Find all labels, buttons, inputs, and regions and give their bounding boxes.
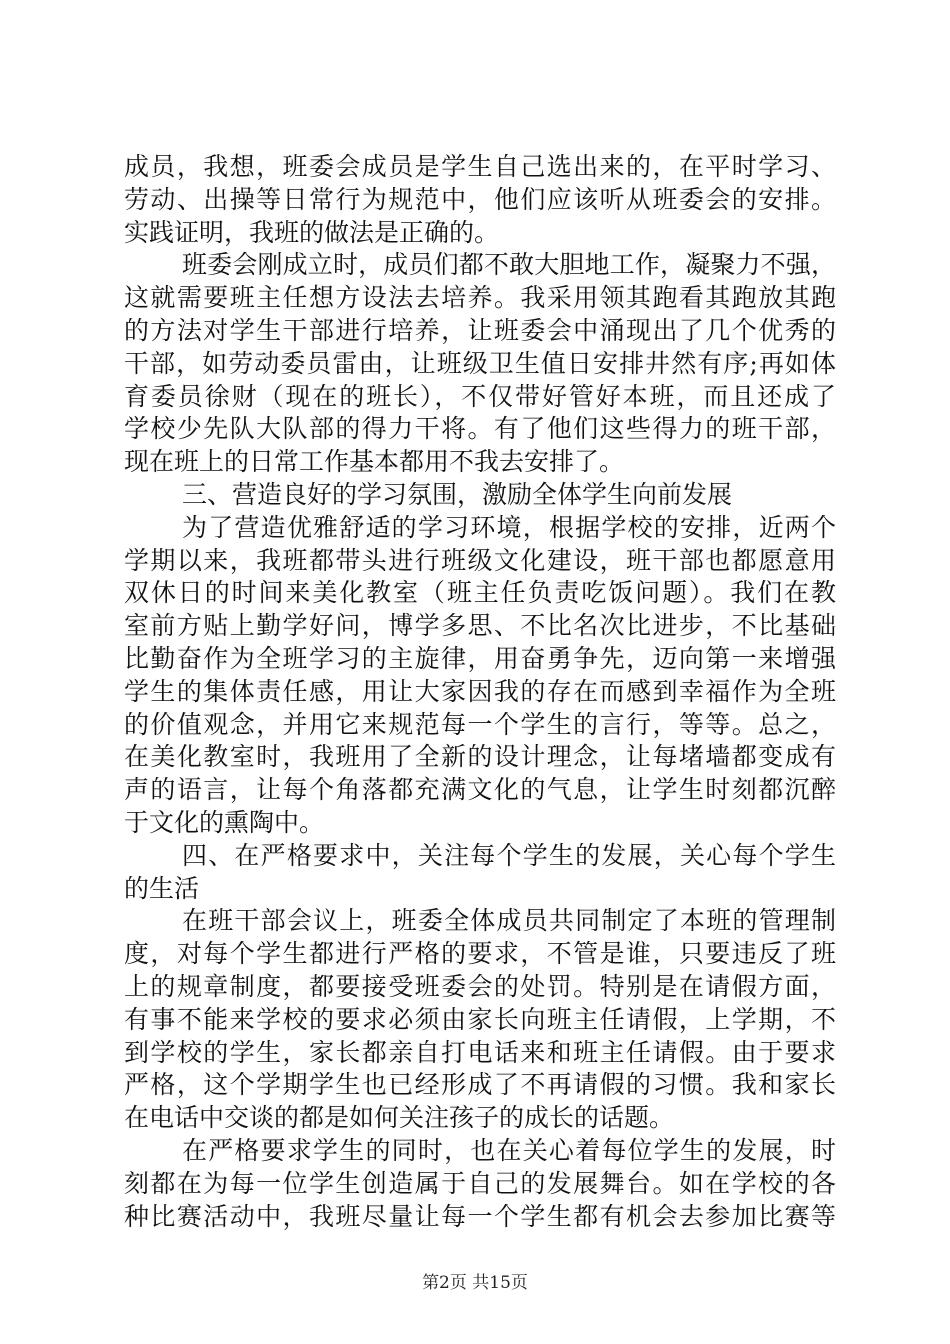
text-line: 学期以来，我班都带头进行班级文化建设，班干部也都愿意用: [124, 545, 836, 575]
text-line: 干部，如劳动委员雷由，让班级卫生值日安排井然有序;再如体: [124, 348, 836, 378]
text-line: 现在班上的日常工作基本都用不我去安排了。: [124, 447, 625, 477]
text-line: 在美化教室时，我班用了全新的设计理念，让每堵墙都变成有: [124, 742, 836, 772]
text-line: 在严格要求学生的同时，也在关心着每位学生的发展，时: [182, 1135, 836, 1165]
text-line: 比勤奋作为全班学习的主旋律，用奋勇争先，迈向第一来增强: [124, 643, 836, 673]
text-line: 有事不能来学校的要求必须由家长向班主任请假，上学期，不: [124, 1004, 836, 1034]
text-line: 到学校的学生，家长都亲自打电话来和班主任请假。由于要求: [124, 1037, 836, 1067]
text-line: 育委员徐财（现在的班长），不仅带好管好本班，而且还成了: [124, 381, 836, 411]
text-line: 室前方贴上勤学好问，博学多思、不比名次比进步，不比基础: [124, 611, 836, 641]
text-line: 在班干部会议上，班委全体成员共同制定了本班的管理制: [182, 906, 836, 936]
page-footer: 第2页 共15页: [422, 1273, 528, 1293]
text-line: 声的语言，让每个角落都充满文化的气息，让学生时刻都沉醉: [124, 775, 836, 805]
text-line: 刻都在为每一位学生创造属于自己的发展舞台。如在学校的各: [124, 1168, 836, 1198]
text-line: 为了营造优雅舒适的学习环境，根据学校的安排，近两个: [182, 512, 836, 542]
text-line: 三、营造良好的学习氛围，激励全体学生向前发展: [182, 479, 733, 509]
text-line: 严格，这个学期学生也已经形成了不再请假的习惯。我和家长: [124, 1070, 836, 1100]
text-line: 四、在严格要求中，关注每个学生的发展，关心每个学生: [182, 840, 836, 870]
text-line: 劳动、出操等日常行为规范中，他们应该听从班委会的安排。: [124, 184, 836, 214]
text-line: 于文化的熏陶中。: [124, 807, 325, 837]
text-line: 的生活: [124, 873, 200, 903]
text-line: 的方法对学生干部进行培养，让班委会中涌现出了几个优秀的: [124, 315, 836, 345]
text-line: 上的规章制度，都要接受班委会的处罚。特别是在请假方面，: [124, 971, 836, 1001]
text-line: 学校少先队大队部的得力干将。有了他们这些得力的班干部，: [124, 414, 836, 444]
text-line: 度，对每个学生都进行严格的要求，不管是谁，只要违反了班: [124, 939, 836, 969]
text-line: 实践证明，我班的做法是正确的。: [124, 217, 500, 247]
document-body: [124, 151, 836, 1233]
text-line: 种比赛活动中，我班尽量让每一个学生都有机会去参加比赛等: [124, 1201, 836, 1231]
text-line: 的价值观念，并用它来规范每一个学生的言行，等等。总之，: [124, 709, 836, 739]
text-line: 这就需要班主任想方设法去培养。我采用领其跑看其跑放其跑: [124, 283, 836, 313]
text-line: 班委会刚成立时，成员们都不敢大胆地工作，凝聚力不强，: [182, 250, 836, 280]
text-line: 成员，我想，班委会成员是学生自己选出来的，在平时学习、: [124, 152, 836, 181]
text-line: 学生的集体责任感，用让大家因我的存在而感到幸福作为全班: [124, 676, 836, 706]
text-line: 双休日的时间来美化教室（班主任负责吃饭问题）。我们在教: [124, 578, 836, 608]
text-line: 在电话中交谈的都是如何关注孩子的成长的话题。: [124, 1103, 675, 1133]
